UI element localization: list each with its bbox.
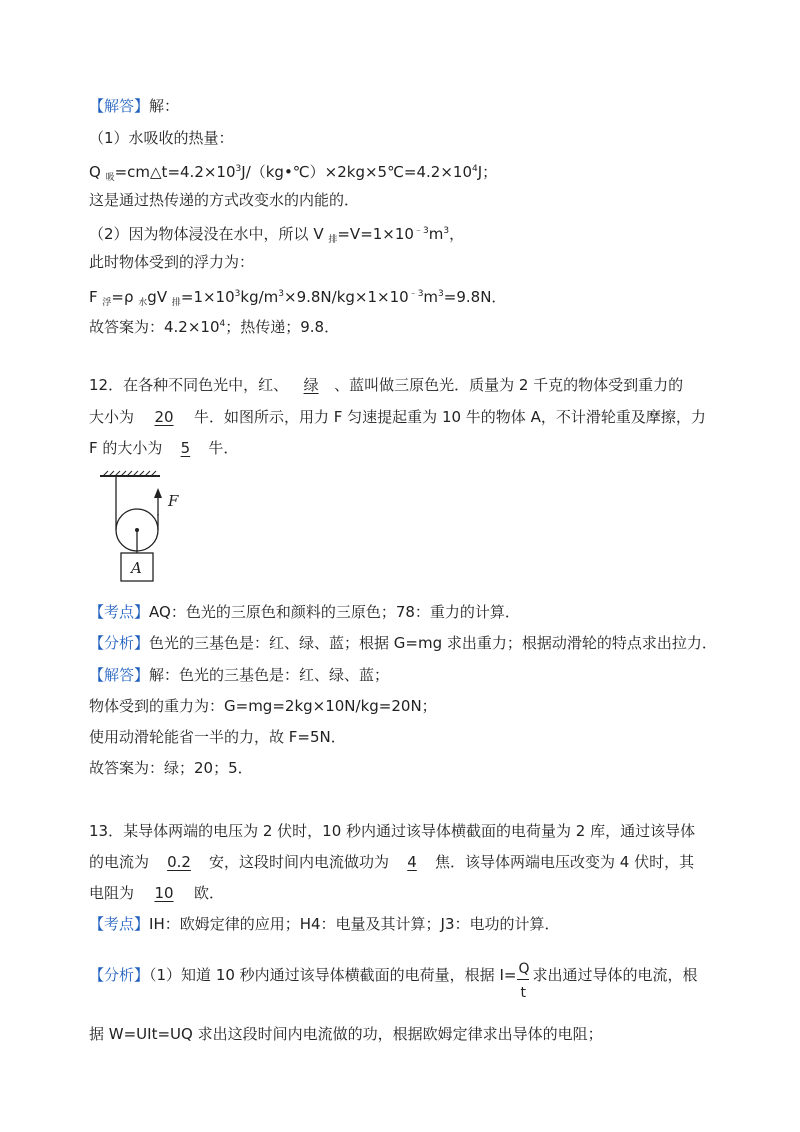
pulley-figure [95,468,205,590]
q12-fenxi [89,632,717,654]
text-run: =ρ [111,288,139,306]
superscript: 3 [438,289,444,299]
text-run: 牛．如图所示，用力 F 匀速提起重为 10 牛的物体 A，不计滑轮重及摩擦，力 [194,408,706,426]
heat-formula-line [89,158,497,189]
subscript: 吸 [105,173,115,183]
answer-label: 解： [149,97,180,115]
fraction-numerator: Q [518,961,530,977]
fenxi-tag: 【分析】 [89,966,150,984]
text-run: J/（kg•℃）×2kg×5℃=4.2×10 [241,163,473,181]
text-run: F [89,288,103,306]
text-run: 、蓝叫做三原色光．质量为 2 千克的物体受到重力的 [334,376,684,394]
subscript: 浮 [102,298,112,308]
text-run: 求出通过导体的电流，根 [532,966,698,984]
force-label: F [168,492,179,510]
superscript: ﹣3 [413,226,429,236]
text-run: 安，这段时间内电流做功为 [209,853,390,871]
text-run: 解：色光的三基色是：红、绿、蓝； [149,666,390,684]
text-line: 使用动滑轮能省一半的力，故 F=5N． [89,728,346,746]
text-run: 焦．该导体两端电压改变为 4 伏时，其 [435,853,695,871]
text-run: 的电流为 [89,853,150,871]
text-line: 故答案为：绿；20；5． [89,759,253,777]
q12-line-3 [89,437,238,459]
superscript: 3 [235,164,242,174]
text-run: kg/m [240,288,279,306]
jieda-tag: 【解答】 [89,666,150,684]
q13-line-3 [89,882,224,904]
answer-line [89,313,339,338]
subscript: 排 [328,235,338,245]
q12-line-1 [89,374,683,396]
text-run: （1）知道 10 秒内通过该导体横截面的电荷量，根据 I= [149,966,517,984]
fraction-denominator: t [520,985,526,1001]
subscript: 排 [171,298,181,308]
q13-line-2 [89,851,694,873]
text-run: AQ：色光的三原色和颜料的三原色；78：重力的计算． [149,603,520,621]
block-label: A [131,559,142,577]
fill-blank: 4 [407,853,417,871]
fill-blank: 0.2 [167,853,191,871]
text-run: gV [147,288,172,306]
text-run: 12．在各种不同色光中，红、 [89,376,289,394]
q12-kaodian [89,601,520,623]
superscript: 3 [443,226,450,236]
q13-line-1: 13．某导体两端的电压为 2 伏时，10 秒内通过该导体横截面的电荷量为 2 库，通过该导体 [89,822,696,840]
superscript: ﹣3 [408,289,424,299]
text-run: =1×10 [180,288,235,306]
superscript: 4 [472,164,478,174]
text-run: J； [477,163,498,181]
kaodian-tag: 【考点】 [89,603,150,621]
fraction-bar [517,979,529,980]
fill-blank: 10 [154,884,174,902]
q13-kaodian [89,913,560,935]
text-run: Q [89,163,106,181]
text-run: ×9.8N/kg×1×10 [284,288,409,306]
text-run: ；热传递；9.8． [225,318,340,336]
q12-line-2 [89,406,706,428]
fill-blank: 20 [154,408,174,426]
q12-jieda [89,664,389,686]
text-run: 电阻为 [89,884,135,902]
superscript: 4 [219,319,226,329]
buoyancy-formula-line [89,283,506,314]
fill-blank: 5 [180,439,191,457]
text-line: 此时物体受到的浮力为： [89,253,255,271]
answer-heading [89,95,179,117]
superscript: 3 [234,289,241,299]
subscript: 水 [138,298,148,308]
text-line: 物体受到的重力为：G=mg=2kg×10N/kg=20N； [89,697,437,715]
text-run: =cm△t=4.2×10 [114,163,236,181]
text-run: 故答案为：4.2×10 [89,318,220,336]
text-run: （2）因为物体浸没在水中，所以 V [89,225,329,243]
text-line: 据 W=UIt=UQ 求出这段时间内电流做的功，根据欧姆定律求出导体的电阻； [89,1025,603,1043]
text-run: 牛． [208,439,239,457]
superscript: 3 [278,289,284,299]
fill-blank: 绿 [303,376,319,394]
text-run: F 的大小为 [89,439,163,457]
q13-fenxi [89,961,698,1001]
text-line: （1）水吸收的热量： [89,129,234,147]
text-run: m [428,225,444,243]
fraction [516,961,532,1001]
volume-line [89,220,464,251]
answer-tag: 【解答】 [89,97,150,115]
text-run: =9.8N． [443,288,507,306]
text-run: IH：欧姆定律的应用；H4：电量及其计算；J3：电功的计算． [149,915,560,933]
text-run: 色光的三基色是：红、绿、蓝；根据 G=mg 求出重力；根据动滑轮的特点求出拉力． [149,634,717,652]
fenxi-tag: 【分析】 [89,634,150,652]
text-run: 欧． [194,884,225,902]
text-run: m [423,288,439,306]
text-line: 这是通过热传递的方式改变水的内能的． [89,191,360,209]
text-run: ， [449,225,465,243]
text-run: 大小为 [89,408,135,426]
text-run: =V=1×10 [337,225,414,243]
kaodian-tag: 【考点】 [89,915,150,933]
